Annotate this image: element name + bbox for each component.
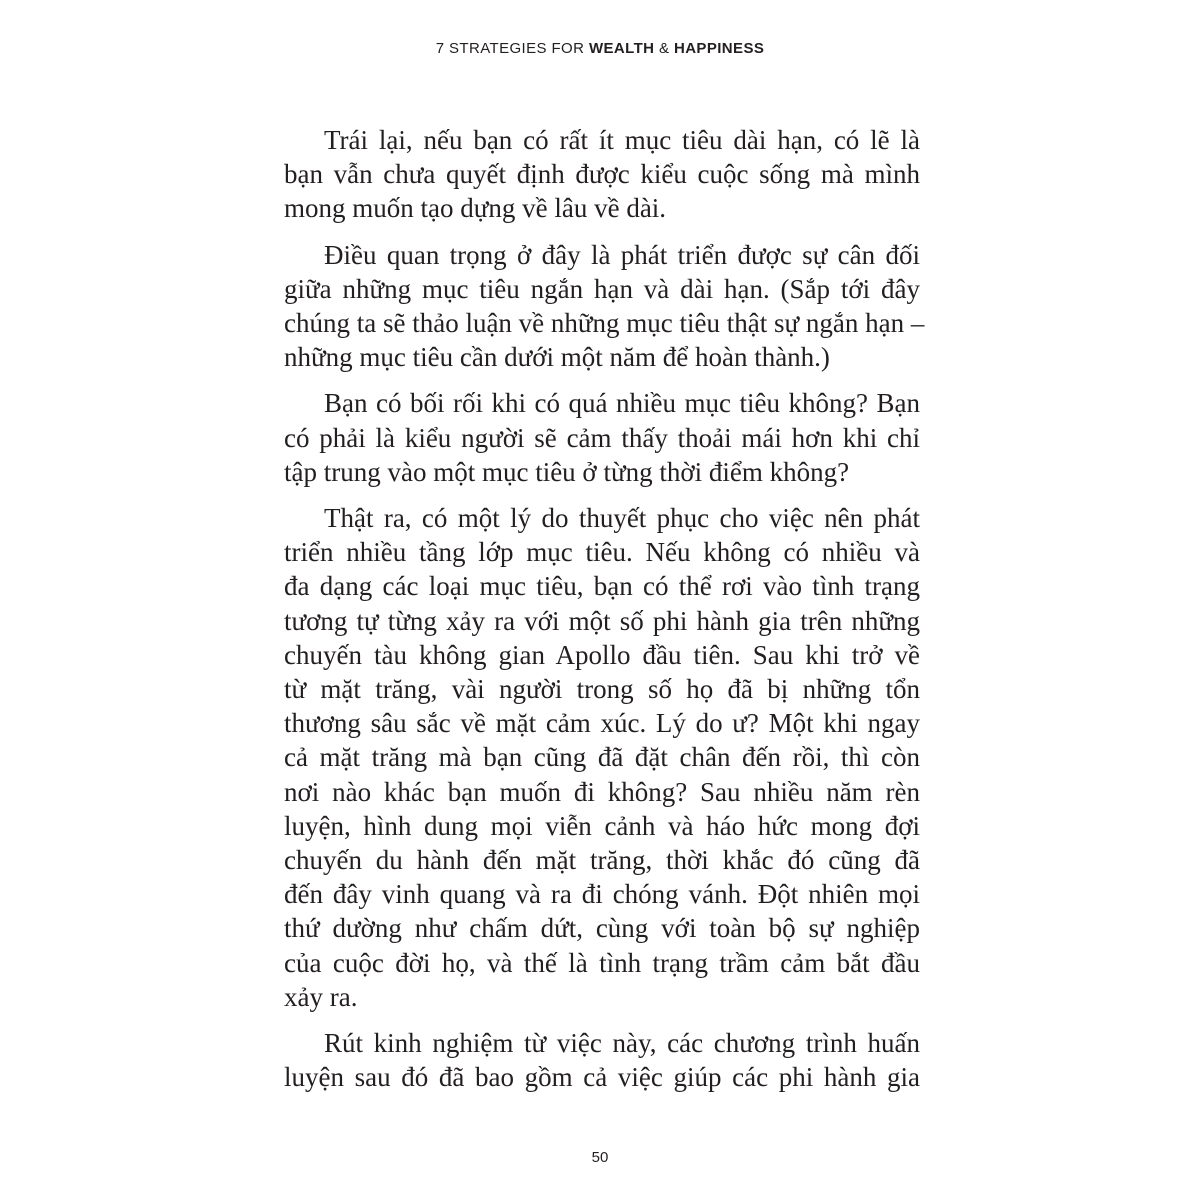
text-line: Trái lại, nếu bạn có rất ít mục tiêu dài hạn, có lẽ là xyxy=(324,125,920,155)
text-line: chuyến du hành đến mặt trăng, thời khắc đó cũng đã xyxy=(284,845,920,876)
header-prefix: 7 STRATEGIES FOR xyxy=(435,40,585,57)
text-line: chuyến tàu không gian Apollo đầu tiên. Sau khi trở về xyxy=(284,639,920,670)
text-line: luyện sau đó đã bao gồm cả việc giúp các phi hành gia xyxy=(284,1062,920,1093)
text-line: đa dạng các loại mục tiêu, bạn có thể rơi vào tình trạng xyxy=(284,571,920,602)
running-header xyxy=(0,40,1200,57)
text-line: Điều quan trọng ở đây là phát triển được sự cân đối xyxy=(324,239,920,270)
text-line: Bạn có bối rối khi có quá nhiều mục tiêu không? Bạn xyxy=(324,388,920,419)
paragraph-gap xyxy=(284,1014,920,1026)
paragraph-gap xyxy=(284,374,920,386)
text-line: Rút kinh nghiệm từ việc này, các chương trình huấn xyxy=(324,1028,920,1059)
text-line: tương tự từng xảy ra với một số phi hành gia trên những xyxy=(284,605,920,636)
text-line: cả mặt trăng mà bạn cũng đã đặt chân đến rồi, thì còn xyxy=(284,742,920,773)
text-line: luyện, hình dung mọi viễn cảnh và háo hức mong đợi xyxy=(284,810,920,841)
text-line: tập trung vào một mục tiêu ở từng thời điểm không? xyxy=(284,456,850,487)
text-line: nơi nào khác bạn muốn đi không? Sau nhiều năm rèn xyxy=(284,776,920,807)
paragraph xyxy=(284,123,920,226)
text-line: xảy ra. xyxy=(284,981,358,1012)
text-line: bạn vẫn chưa quyết định được kiểu cuộc sống mà mình xyxy=(284,159,920,190)
text-line: của cuộc đời họ, và thế là tình trạng trầm cảm bắt đầu xyxy=(284,947,920,978)
text-line: từ mặt trăng, vài người trong số họ đã bị những tổn xyxy=(284,674,920,705)
text-line: Thật ra, có một lý do thuyết phục cho việc nên phát xyxy=(324,503,920,534)
text-line: giữa những mục tiêu ngắn hạn và dài hạn. (Sắp tới đây xyxy=(284,273,920,304)
paragraph xyxy=(284,1026,920,1094)
header-happiness: HAPPINESS xyxy=(673,40,765,57)
text-line: có phải là kiểu người sẽ cảm thấy thoải mái hơn khi chỉ xyxy=(284,422,920,453)
header-ampersand: & xyxy=(658,40,670,57)
paragraph xyxy=(284,386,920,489)
text-line: đến đây vinh quang và ra đi chóng vánh. Đột nhiên mọi xyxy=(284,879,920,910)
text-line: triển nhiều tầng lớp mục tiêu. Nếu không có nhiều và xyxy=(284,537,920,568)
paragraph-gap xyxy=(284,489,920,501)
text-line: thương sâu sắc về mặt cảm xúc. Lý do ư? Một khi ngay xyxy=(284,708,920,739)
text-line: thứ dường như chấm dứt, cùng với toàn bộ sự nghiệp xyxy=(284,913,920,944)
text-line: những mục tiêu cần dưới một năm để hoàn thành.) xyxy=(284,342,830,373)
page-number: 50 xyxy=(591,1149,609,1166)
body-text xyxy=(284,123,925,1094)
paragraph xyxy=(284,501,920,1014)
text-line: mong muốn tạo dựng về lâu về dài. xyxy=(284,193,667,224)
text-line: chúng ta sẽ thảo luận về những mục tiêu thật sự ngắn hạn – xyxy=(284,308,925,339)
paragraph-gap xyxy=(284,226,920,238)
paragraph xyxy=(284,238,925,375)
header-wealth: WEALTH xyxy=(588,40,655,57)
